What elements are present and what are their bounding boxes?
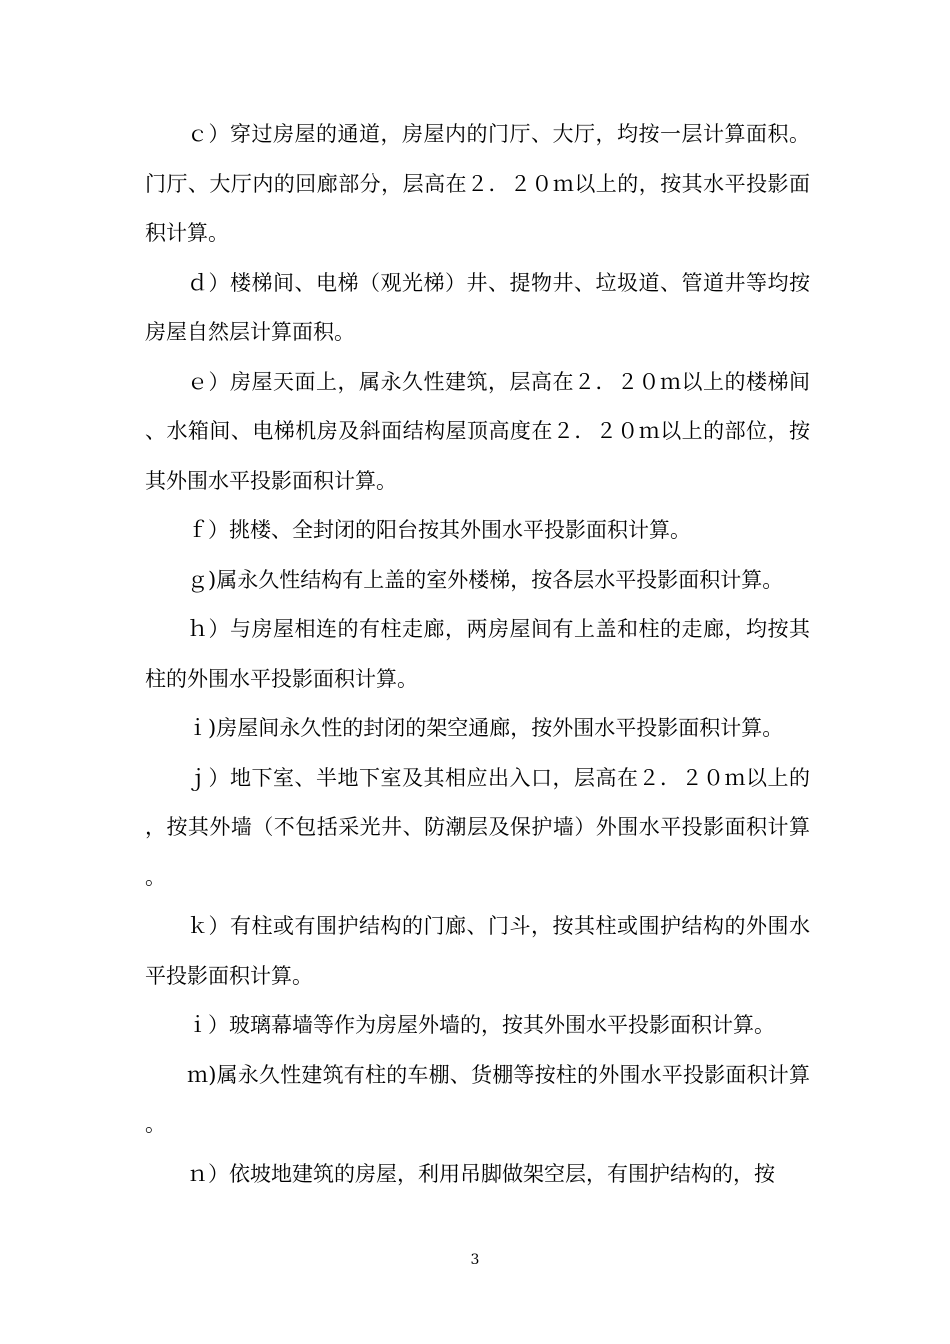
body-text [145, 110, 810, 1199]
paragraph-k: ｋ）有柱或有围护结构的门廊、门斗，按其柱或围护结构的外围水平投影面积计算。 [145, 914, 810, 988]
paragraph-g: ｇ)属永久性结构有上盖的室外楼梯，按各层水平投影面积计算。 [187, 567, 784, 592]
paragraph-d: ｄ）楼梯间、电梯（观光梯）井、提物井、垃圾道、管道井等均按房屋自然层计算面积。 [145, 270, 810, 344]
paragraph-h: ｈ）与房屋相连的有柱走廊，两房屋间有上盖和柱的走廊，均按其柱的外围水平投影面积计算。 [145, 617, 810, 691]
page-number: 3 [470, 1252, 480, 1268]
paragraph-c: ｃ）穿过房屋的通道，房屋内的门厅、大厅，均按一层计算面积。门厅、大厅内的回廊部分，层高在２．２０ｍ以上的，按其水平投影面积计算。 [145, 122, 810, 245]
paragraph-l: ｉ）玻璃幕墙等作为房屋外墙的，按其外围水平投影面积计算。 [187, 1013, 775, 1037]
paragraph-f: ｆ）挑楼、全封闭的阳台按其外围水平投影面积计算。 [187, 518, 691, 542]
paragraph-i: ｉ)房屋间永久性的封闭的架空通廊，按外围水平投影面积计算。 [187, 716, 784, 740]
paragraph-j: ｊ）地下室、半地下室及其相应出入口，层高在２．２０ｍ以上的，按其外墙（不包括采光井、防潮层及保护墙）外围水平投影面积计算。 [145, 765, 810, 889]
paragraph-n: ｎ）依坡地建筑的房屋，利用吊脚做架空层，有围护结构的，按 [187, 1161, 775, 1186]
paragraph-m: ｍ)属永久性建筑有柱的车棚、货棚等按柱的外围水平投影面积计算。 [145, 1062, 810, 1136]
paragraph-e: ｅ）房屋天面上，属永久性建筑，层高在２．２０ｍ以上的楼梯间、水箱间、电梯机房及斜面结构屋顶高度在２．２０ｍ以上的部位，按其外围水平投影面积计算。 [145, 369, 810, 493]
